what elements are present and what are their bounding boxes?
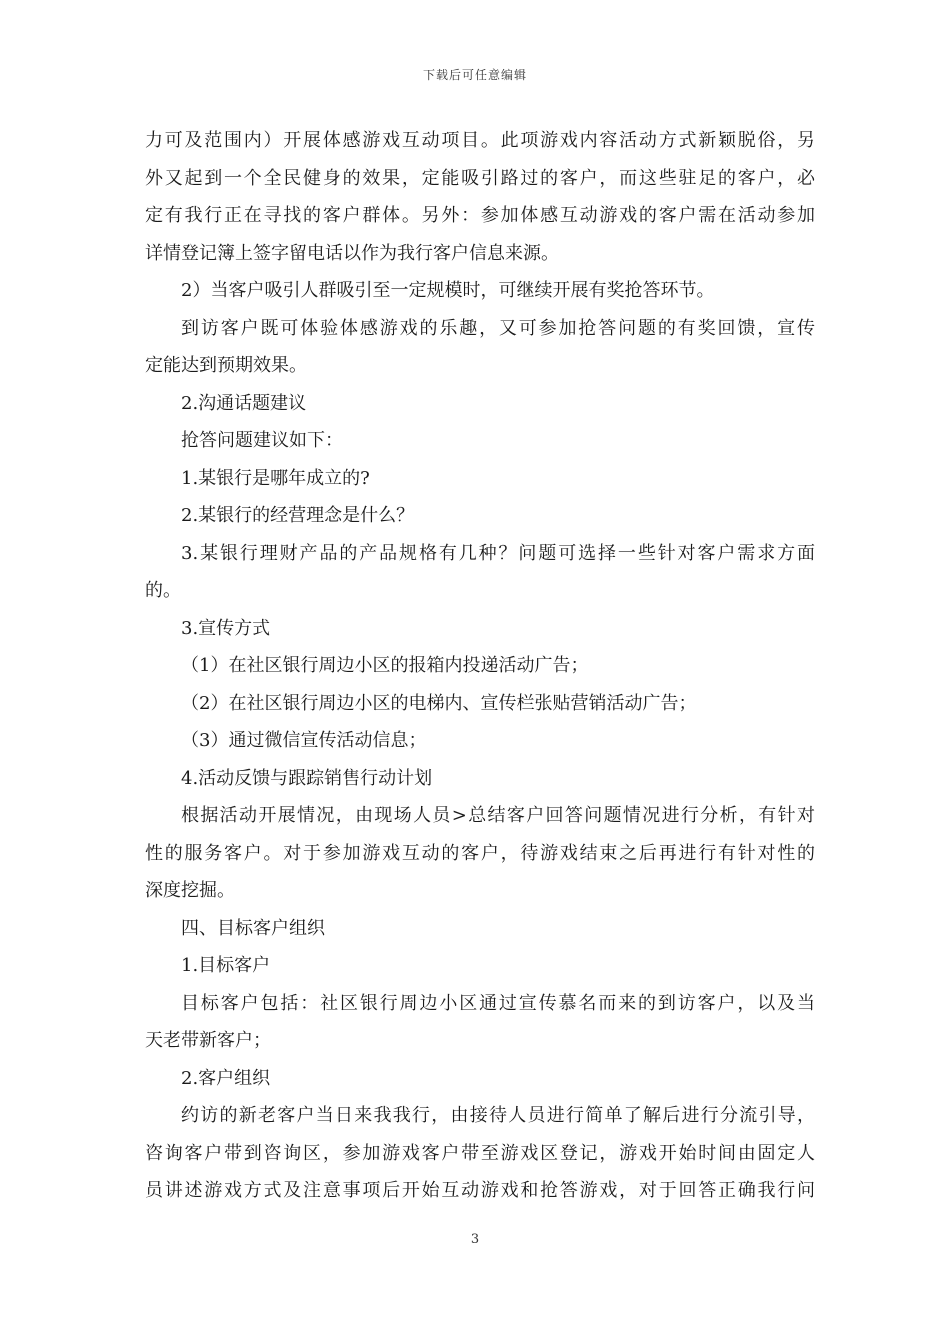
text-line: 性的服务客户。对于参加游戏互动的客户，待游戏结束之后再进行有针对性的	[145, 842, 815, 864]
text-line: 的。	[145, 580, 181, 601]
text-line: 约访的新老客户当日来我我行，由接待人员进行简单了解后进行分流引导，	[181, 1105, 815, 1126]
list-item: （2）在社区银行周边小区的电梯内、宣传栏张贴营销活动广告；	[181, 692, 697, 714]
section-heading: 4.活动反馈与跟踪销售行动计划	[181, 767, 433, 789]
text-line: 详情登记簿上签字留电话以作为我行客户信息来源。	[145, 242, 559, 264]
text-line: 到访客户既可体验体感游戏的乐趣，又可参加抢答问题的有奖回馈，宣传	[181, 317, 815, 339]
text-line: 根据活动开展情况，由现场人员>总结客户回答问题情况进行分析，有针对	[181, 805, 815, 826]
text-line: 力可及范围内）开展体感游戏互动项目。此项游戏内容活动方式新颖脱俗，另	[145, 130, 815, 151]
list-item: （3）通过微信宣传活动信息；	[181, 730, 427, 751]
text-line: 2）当客户吸引人群吸引至一定规模时，可继续开展有奖抢答环节。	[181, 280, 715, 301]
text-line: 定有我行正在寻找的客户群体。另外：参加体感互动游戏的客户需在活动参加	[145, 205, 815, 226]
text-line: 抢答问题建议如下：	[181, 430, 343, 451]
section-heading: 2.沟通话题建议	[181, 392, 307, 414]
page-number: 3	[470, 1232, 480, 1247]
text-line: 定能达到预期效果。	[145, 355, 307, 376]
text-line: 目标客户包括：社区银行周边小区通过宣传慕名而来的到访客户，以及当	[181, 992, 815, 1014]
section-heading: 四、目标客户组织	[181, 917, 325, 939]
question-item: 2.某银行的经营理念是什么？	[181, 505, 415, 526]
question-item: 3.某银行理财产品的产品规格有几种？问题可选择一些针对客户需求方面	[181, 542, 815, 564]
text-line: 咨询客户带到咨询区，参加游戏客户带至游戏区登记，游戏开始时间由固定人	[145, 1142, 815, 1164]
text-line: 深度挖掘。	[145, 880, 235, 901]
page-header: 下载后可任意编辑	[422, 68, 527, 82]
list-item: （1）在社区银行周边小区的报箱内投递活动广告；	[181, 655, 589, 676]
section-heading: 2.客户组织	[181, 1067, 271, 1089]
document-body	[145, 122, 815, 1210]
section-heading: 1.目标客户	[181, 955, 271, 976]
section-heading: 3.宣传方式	[181, 617, 271, 639]
question-item: 1.某银行是哪年成立的?	[181, 467, 370, 489]
text-line: 外又起到一个全民健身的效果，定能吸引路过的客户，而这些驻足的客户，必	[145, 167, 815, 189]
text-line: 天老带新客户；	[145, 1030, 271, 1051]
text-line: 员讲述游戏方式及注意事项后开始互动游戏和抢答游戏，对于回答正确我行问	[145, 1180, 815, 1201]
